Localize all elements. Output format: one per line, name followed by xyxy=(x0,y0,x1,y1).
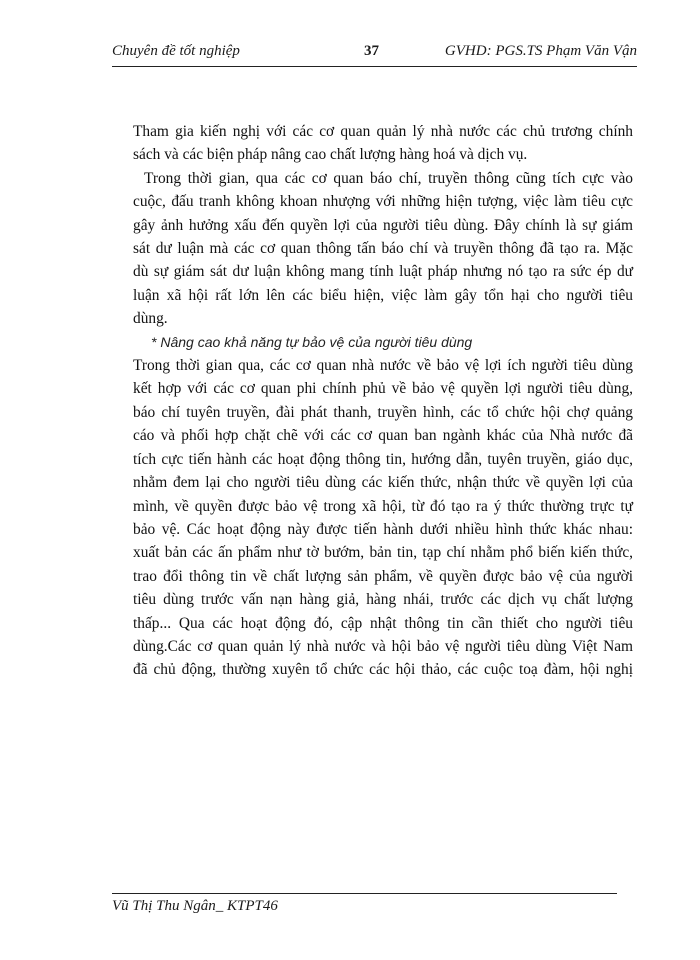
footer-divider xyxy=(112,893,617,894)
text-line: Tham gia kiến nghị với các cơ quan quản lý nhà nước các chủ trương chính xyxy=(133,123,633,140)
text-line: sát dư luận mà các cơ quan thông tấn báo chí và truyền thông đã tạo ra. Mặc xyxy=(133,240,633,258)
text-line: thấp... Qua các hoạt động đó, cập nhật thông tin cần thiết cho người tiêu xyxy=(133,614,633,632)
text-line: xuất bản các ấn phẩm như tờ bướm, bản tin, tạp chí nhằm phổ biến kiến thức, xyxy=(133,544,633,562)
body-text xyxy=(133,120,633,682)
text-line: kết hợp với các cơ quan phi chính phủ về bảo vệ quyền lợi người tiêu dùng, xyxy=(133,380,633,398)
page-header xyxy=(112,43,637,65)
text-line: dùng.Các cơ quan quản lý nhà nước và hội bảo vệ người tiêu dùng Việt Nam xyxy=(133,637,633,655)
text-line: tích cực tiến hành các hoạt động thông tin, hướng dẫn, tuyên truyền, giáo dục, xyxy=(133,450,633,468)
header-supervisor: GVHD: PGS.TS Phạm Văn Vận xyxy=(444,43,637,59)
section-subheading: * Nâng cao khả năng tự bảo vệ của người tiêu dùng xyxy=(151,333,473,350)
text-line: đã chủ động, thường xuyên tổ chức các hội thảo, các cuộc toạ đàm, hội nghị xyxy=(133,661,633,679)
text-line: dùng. xyxy=(133,310,168,328)
text-line: bảo vệ. Các hoạt động này được tiến hành dưới nhiều hình thức khác nhau: xyxy=(133,520,633,538)
text-line: mình, về quyền được bảo vệ trong xã hội, từ đó tạo ra ý thức thường trực tự xyxy=(133,497,633,515)
text-line: trao đổi thông tin về chất lượng sản phẩm, về quyền được bảo vệ của người xyxy=(133,567,633,585)
header-document-title: Chuyên đề tốt nghiệp xyxy=(112,43,240,59)
text-line: cáo và phối hợp chặt chẽ với các cơ quan ban ngành khác của Nhà nước đã xyxy=(133,427,633,445)
page-number: 37 xyxy=(364,43,379,59)
header-divider xyxy=(112,66,637,67)
text-line: luận xã hội rất lớn lên các biểu hiện, việc làm gây tổn hại cho người tiêu xyxy=(133,286,633,304)
text-line: sách và các biện pháp nâng cao chất lượng hàng hoá và dịch vụ. xyxy=(133,146,528,164)
text-line: cuộc, đấu tranh không khoan nhượng với những hiện tượng, việc làm tiêu cực xyxy=(133,193,633,211)
text-line: báo chí tuyên truyền, đài phát thanh, truyền hình, các tổ chức hội chợ quảng xyxy=(133,403,633,421)
text-line: gây ảnh hưởng xấu đến quyền lợi của người tiêu dùng. Đây chính là sự giám xyxy=(133,216,633,234)
text-line: tiêu dùng trước vấn nạn hàng giả, hàng nhái, trước các dịch vụ chất lượng xyxy=(133,591,633,609)
footer-author: Vũ Thị Thu Ngân_ KTPT46 xyxy=(112,898,278,914)
text-line: dù sự giám sát dư luận không mang tính luật pháp nhưng nó tạo ra sức ép dư xyxy=(133,263,633,281)
text-line: Trong thời gian, qua các cơ quan báo chí, truyền thông cũng tích cực vào xyxy=(144,169,633,187)
text-line: Trong thời gian qua, các cơ quan nhà nước về bảo vệ lợi ích người tiêu dùng xyxy=(133,357,633,375)
text-line: nhằm đem lại cho người tiêu dùng các kiến thức, nhận thức về quyền lợi của xyxy=(133,474,633,492)
